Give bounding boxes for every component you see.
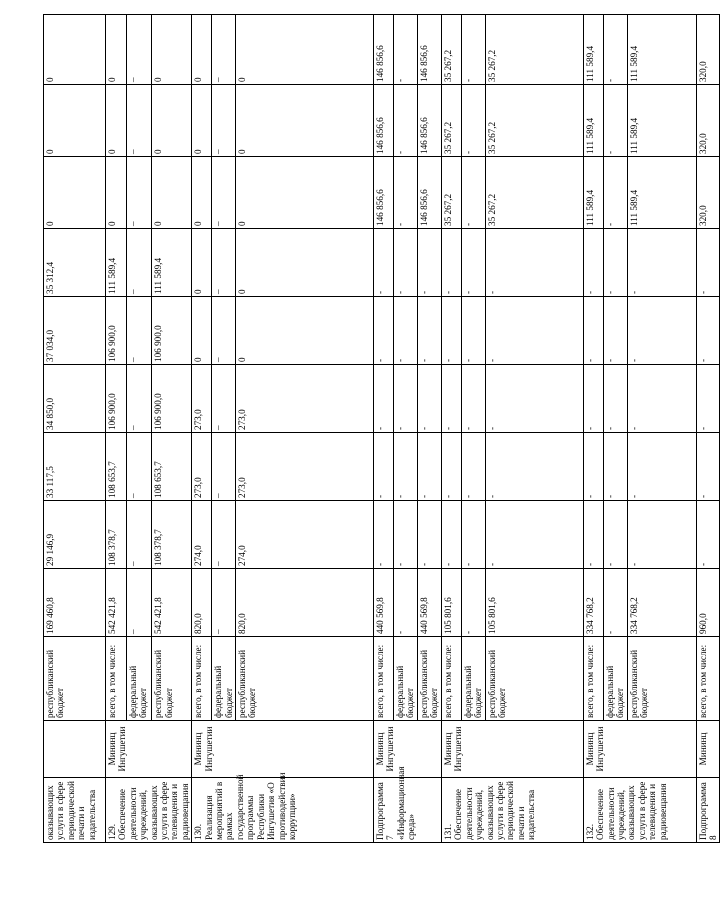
amount-cell: 273,0 [192, 433, 212, 501]
amount-cell: - [374, 501, 394, 569]
table-row [374, 15, 394, 843]
executor-cell [44, 721, 106, 778]
amount-cell: 37 034,0 [44, 297, 106, 365]
amount-cell: - [485, 433, 583, 501]
activity-name-cell: 130. Реализация мероприятий в рамках государственной программы Республики Ингушетия «О противодействии коррупции» [192, 778, 374, 843]
amount-cell: – [212, 157, 236, 229]
amount-cell: - [417, 501, 441, 569]
amount-cell: 0 [44, 157, 106, 229]
amount-cell: – [212, 297, 236, 365]
amount-cell: 105 801,6 [485, 569, 583, 637]
table-row [152, 15, 192, 843]
amount-cell: – [127, 433, 152, 501]
table-row [461, 15, 485, 843]
amount-cell: 0 [236, 297, 374, 365]
executor-cell: Мининц Ингушетии [106, 721, 192, 778]
amount-cell: - [627, 365, 696, 433]
activity-name-cell: Подпрограмма 8 [696, 778, 720, 843]
amount-cell: - [394, 569, 418, 637]
amount-cell: - [417, 229, 441, 297]
amount-cell: 35 267,2 [441, 157, 461, 229]
amount-cell: – [127, 297, 152, 365]
table-row [127, 15, 152, 843]
amount-cell: - [441, 229, 461, 297]
amount-cell: - [485, 501, 583, 569]
amount-cell: - [374, 433, 394, 501]
amount-cell: - [374, 229, 394, 297]
amount-cell: 0 [106, 157, 127, 229]
executor-cell: Мининц Ингушетии [583, 721, 696, 778]
amount-cell: – [127, 365, 152, 433]
funding-source-cell: федеральный бюджет [127, 637, 152, 721]
activity-name-cell: оказывающих услуги в сфере периодической печати и издательства [44, 778, 106, 843]
amount-cell: 0 [192, 85, 212, 157]
amount-cell: - [603, 229, 627, 297]
amount-cell: - [374, 297, 394, 365]
amount-cell: - [394, 229, 418, 297]
amount-cell: 320,0 [696, 157, 720, 229]
amount-cell: 111 589,4 [106, 229, 127, 297]
amount-cell: 0 [44, 15, 106, 85]
amount-cell: 146 856,6 [417, 157, 441, 229]
amount-cell: - [603, 85, 627, 157]
table-row [627, 15, 696, 843]
table-row [696, 15, 720, 843]
amount-cell: 106 900,0 [152, 297, 192, 365]
amount-cell: – [127, 501, 152, 569]
budget-table [43, 14, 720, 843]
funding-source-cell: федеральный бюджет [603, 637, 627, 721]
amount-cell: 35 267,2 [441, 15, 461, 85]
amount-cell: – [127, 157, 152, 229]
amount-cell: 320,0 [696, 85, 720, 157]
executor-cell: Мининц [696, 721, 720, 778]
amount-cell: 440 569,8 [374, 569, 394, 637]
amount-cell: - [461, 297, 485, 365]
amount-cell: - [696, 297, 720, 365]
amount-cell: 0 [152, 15, 192, 85]
amount-cell: - [583, 501, 603, 569]
amount-cell: 29 146,9 [44, 501, 106, 569]
table-row [441, 15, 461, 843]
amount-cell: 146 856,6 [417, 85, 441, 157]
amount-cell: – [212, 433, 236, 501]
activity-name-cell: Подпрограмма 7 «Информационная среда» [374, 778, 442, 843]
amount-cell: - [485, 297, 583, 365]
amount-cell: - [461, 365, 485, 433]
amount-cell: 35 267,2 [441, 85, 461, 157]
amount-cell: 106 900,0 [106, 297, 127, 365]
amount-cell: 105 801,6 [441, 569, 461, 637]
amount-cell: 35 312,4 [44, 229, 106, 297]
amount-cell: - [461, 569, 485, 637]
amount-cell: 34 850,0 [44, 365, 106, 433]
funding-source-cell: республиканский бюджет [152, 637, 192, 721]
table-row [583, 15, 603, 843]
amount-cell: - [441, 297, 461, 365]
table-row [417, 15, 441, 843]
amount-cell: - [417, 433, 441, 501]
amount-cell: – [212, 15, 236, 85]
amount-cell: - [696, 501, 720, 569]
amount-cell: - [603, 297, 627, 365]
amount-cell: 106 900,0 [106, 365, 127, 433]
amount-cell: 0 [192, 15, 212, 85]
amount-cell: - [485, 365, 583, 433]
amount-cell: - [696, 433, 720, 501]
amount-cell: 33 117,5 [44, 433, 106, 501]
funding-source-cell: республиканский бюджет [485, 637, 583, 721]
amount-cell: - [603, 157, 627, 229]
amount-cell: 108 378,7 [152, 501, 192, 569]
amount-cell: - [485, 229, 583, 297]
funding-source-cell: всего, в том числе: [374, 637, 394, 721]
amount-cell: 108 653,7 [152, 433, 192, 501]
funding-source-cell: республиканский бюджет [627, 637, 696, 721]
executor-cell: Мининц Ингушетии [441, 721, 583, 778]
funding-source-cell: федеральный бюджет [394, 637, 418, 721]
amount-cell: 334 768,2 [583, 569, 603, 637]
funding-source-cell: федеральный бюджет [461, 637, 485, 721]
amount-cell: 108 653,7 [106, 433, 127, 501]
amount-cell: 111 589,4 [627, 85, 696, 157]
funding-source-cell: всего, в том числе: [696, 637, 720, 721]
amount-cell: 0 [236, 157, 374, 229]
amount-cell: 0 [236, 15, 374, 85]
amount-cell: 274,0 [236, 501, 374, 569]
amount-cell: - [461, 229, 485, 297]
funding-source-cell: республиканский бюджет [236, 637, 374, 721]
funding-source-cell: республиканский бюджет [417, 637, 441, 721]
amount-cell: - [583, 433, 603, 501]
amount-cell: - [627, 229, 696, 297]
amount-cell: – [127, 15, 152, 85]
amount-cell: - [627, 501, 696, 569]
amount-cell: – [127, 85, 152, 157]
amount-cell: – [212, 229, 236, 297]
amount-cell: 111 589,4 [583, 15, 603, 85]
amount-cell: 273,0 [192, 365, 212, 433]
amount-cell: - [394, 157, 418, 229]
amount-cell: 0 [152, 85, 192, 157]
funding-source-cell: федеральный бюджет [212, 637, 236, 721]
amount-cell: - [417, 297, 441, 365]
funding-source-cell: всего, в том числе: [441, 637, 461, 721]
amount-cell: – [127, 229, 152, 297]
amount-cell: - [583, 297, 603, 365]
amount-cell: - [627, 297, 696, 365]
amount-cell: - [374, 365, 394, 433]
amount-cell: 169 460,8 [44, 569, 106, 637]
amount-cell: - [603, 15, 627, 85]
amount-cell: 273,0 [236, 365, 374, 433]
amount-cell: 146 856,6 [374, 157, 394, 229]
amount-cell: - [441, 501, 461, 569]
table-row [212, 15, 236, 843]
funding-source-cell: всего, в том числе: [583, 637, 603, 721]
amount-cell: - [461, 157, 485, 229]
amount-cell: 820,0 [192, 569, 212, 637]
amount-cell: 111 589,4 [627, 15, 696, 85]
funding-source-cell: республиканский бюджет [44, 637, 106, 721]
funding-source-cell: всего, в том числе: [192, 637, 212, 721]
amount-cell: 820,0 [236, 569, 374, 637]
amount-cell: 108 378,7 [106, 501, 127, 569]
amount-cell: - [603, 569, 627, 637]
amount-cell: - [603, 433, 627, 501]
amount-cell: 273,0 [236, 433, 374, 501]
amount-cell: 0 [106, 15, 127, 85]
activity-name-cell: 129. Обеспечение деятельности учреждений, оказывающих услуги в сфере телевидения и радиовещания [106, 778, 192, 843]
amount-cell: - [417, 365, 441, 433]
table-row [603, 15, 627, 843]
amount-cell: - [696, 229, 720, 297]
amount-cell: - [461, 85, 485, 157]
amount-cell: - [603, 501, 627, 569]
executor-cell: Мининц Ингушетии [192, 721, 374, 778]
activity-name-cell: 132. Обеспечение деятельности учреждений, оказывающих услуги в сфере телевидения и радиовещания [583, 778, 696, 843]
table-row [106, 15, 127, 843]
amount-cell: 0 [236, 85, 374, 157]
amount-cell: 0 [192, 229, 212, 297]
amount-cell: 35 267,2 [485, 85, 583, 157]
amount-cell: – [127, 569, 152, 637]
amount-cell: - [394, 433, 418, 501]
amount-cell: 960,0 [696, 569, 720, 637]
rotated-page [43, 15, 718, 843]
amount-cell: 0 [192, 297, 212, 365]
amount-cell: - [696, 365, 720, 433]
amount-cell: - [603, 365, 627, 433]
amount-cell: 111 589,4 [583, 157, 603, 229]
amount-cell: 106 900,0 [152, 365, 192, 433]
amount-cell: 111 589,4 [627, 157, 696, 229]
amount-cell: 440 569,8 [417, 569, 441, 637]
amount-cell: - [441, 365, 461, 433]
amount-cell: – [212, 85, 236, 157]
amount-cell: - [441, 433, 461, 501]
amount-cell: - [394, 85, 418, 157]
amount-cell: 0 [106, 85, 127, 157]
amount-cell: - [583, 365, 603, 433]
amount-cell: 111 589,4 [583, 85, 603, 157]
amount-cell: - [394, 15, 418, 85]
amount-cell: 146 856,6 [417, 15, 441, 85]
amount-cell: - [461, 501, 485, 569]
amount-cell: 146 856,6 [374, 85, 394, 157]
amount-cell: 0 [152, 157, 192, 229]
amount-cell: – [212, 365, 236, 433]
amount-cell: - [461, 433, 485, 501]
amount-cell: 35 267,2 [485, 157, 583, 229]
amount-cell: 334 768,2 [627, 569, 696, 637]
amount-cell: - [583, 229, 603, 297]
amount-cell: - [394, 365, 418, 433]
table-row [485, 15, 583, 843]
funding-source-cell: всего, в том числе: [106, 637, 127, 721]
amount-cell: - [394, 297, 418, 365]
amount-cell: 35 267,2 [485, 15, 583, 85]
amount-cell: – [212, 501, 236, 569]
table-row [236, 15, 374, 843]
amount-cell: - [627, 433, 696, 501]
amount-cell: 542 421,8 [106, 569, 127, 637]
amount-cell: – [212, 569, 236, 637]
amount-cell: - [394, 501, 418, 569]
amount-cell: 0 [192, 157, 212, 229]
amount-cell: 0 [44, 85, 106, 157]
amount-cell: - [461, 15, 485, 85]
amount-cell: 111 589,4 [152, 229, 192, 297]
activity-name-cell: 131. Обеспечение деятельности учреждений, оказывающих услуги в сфере периодической печати и издательства [441, 778, 583, 843]
table-row [394, 15, 418, 843]
executor-cell: Мининц Ингушетии [374, 721, 442, 778]
amount-cell: 274,0 [192, 501, 212, 569]
table-row [192, 15, 212, 843]
table-row [44, 15, 106, 843]
amount-cell: 0 [236, 229, 374, 297]
amount-cell: 146 856,6 [374, 15, 394, 85]
amount-cell: 542 421,8 [152, 569, 192, 637]
amount-cell: 320,0 [696, 15, 720, 85]
